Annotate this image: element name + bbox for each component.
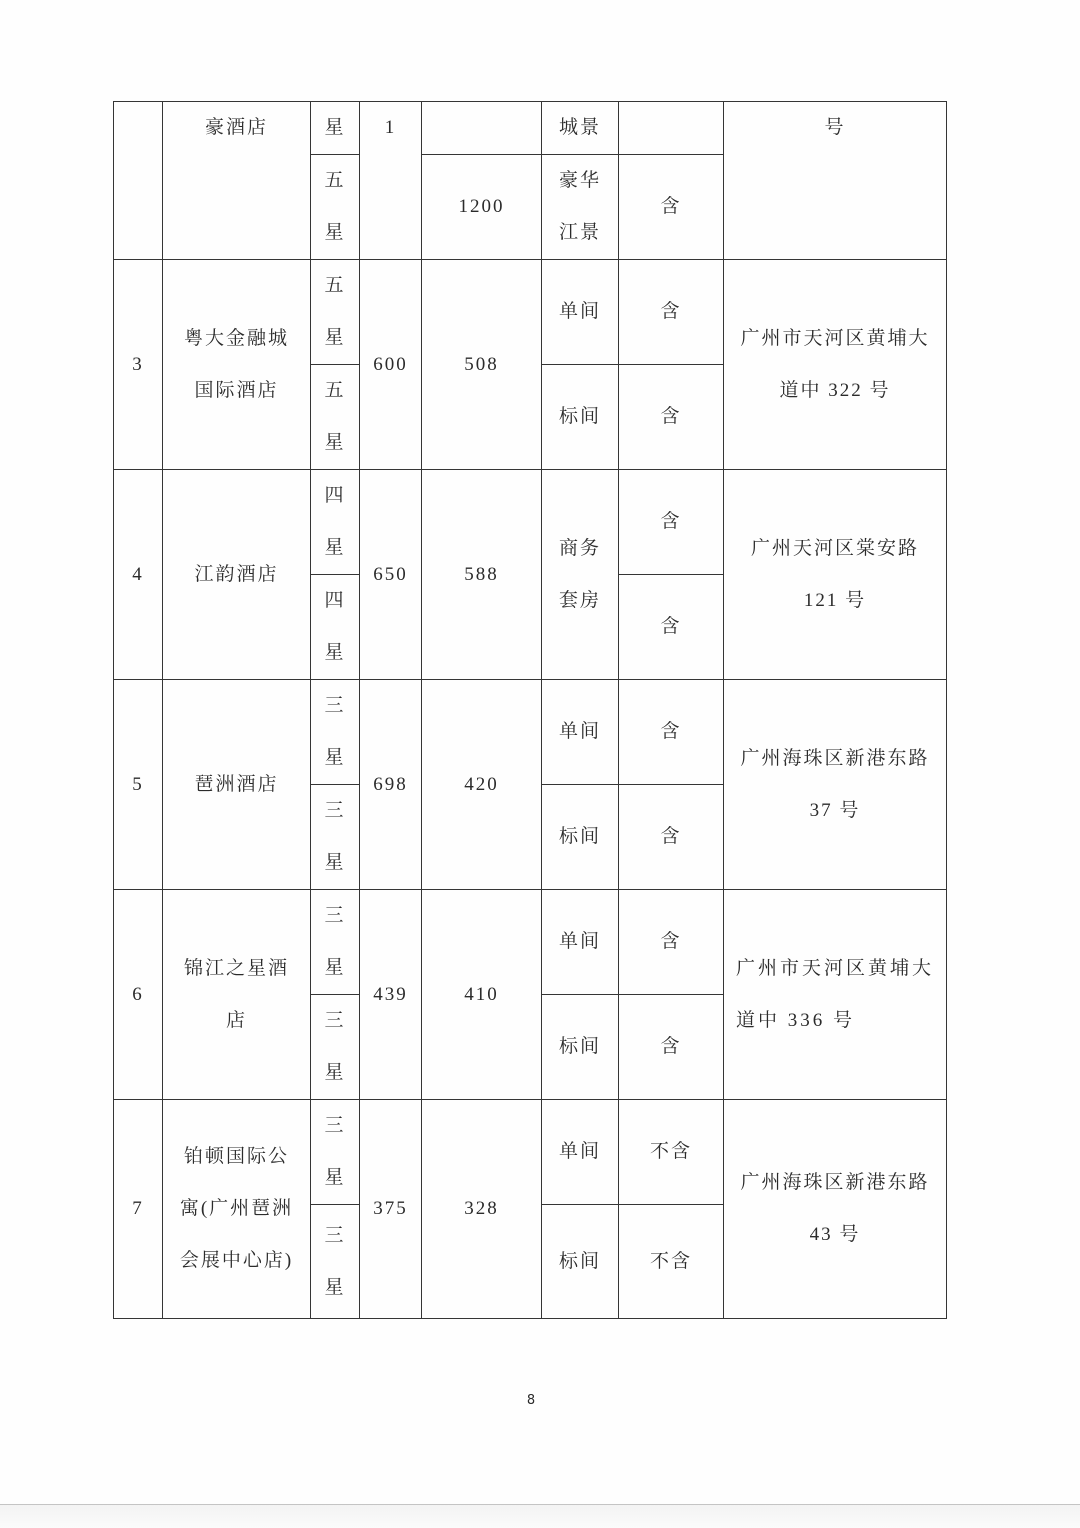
index-cell xyxy=(114,102,163,260)
breakfast-included: 含 xyxy=(660,826,682,847)
row-number: 4 xyxy=(132,563,144,585)
standard-price-cell xyxy=(360,890,422,1100)
room-type-cell xyxy=(542,155,619,260)
breakfast-cell xyxy=(619,1205,724,1319)
row-number: 3 xyxy=(132,353,144,375)
scan-edge-line xyxy=(0,1504,1080,1528)
hotel-name-cell xyxy=(163,680,311,890)
breakfast-included: 含 xyxy=(660,301,682,322)
room-type-cell xyxy=(542,890,619,995)
address-cell xyxy=(724,1100,947,1319)
room-type: 单间 xyxy=(558,721,601,742)
room-type: 标间 xyxy=(558,1250,601,1272)
hotel-name: 江韵酒店 xyxy=(194,563,279,585)
room-type: 城景 xyxy=(558,117,601,138)
room-type-cell xyxy=(542,102,619,155)
hotel-name-cell xyxy=(163,890,311,1100)
index-cell xyxy=(114,260,163,470)
star-rating: 星 xyxy=(324,117,346,138)
standard-price: 600 xyxy=(373,353,408,375)
agreed-price-cell xyxy=(422,890,542,1100)
breakfast-cell xyxy=(619,155,724,260)
address: 广州海珠区新港东路 43 号 xyxy=(740,1172,930,1245)
table-row xyxy=(114,260,947,365)
address: 号 xyxy=(824,117,846,138)
hotel-table xyxy=(113,101,947,1319)
star-rating-cell xyxy=(311,102,360,155)
row-number: 7 xyxy=(132,1198,144,1219)
table-row xyxy=(114,890,947,995)
star-rating-cell xyxy=(311,260,360,365)
table-row xyxy=(114,680,947,785)
room-type: 单间 xyxy=(558,931,601,952)
index-cell xyxy=(114,890,163,1100)
breakfast-included: 含 xyxy=(660,721,682,742)
table-row xyxy=(114,1100,947,1205)
index-cell xyxy=(114,680,163,890)
breakfast-cell xyxy=(619,995,724,1100)
breakfast-cell xyxy=(619,680,724,785)
standard-price-cell xyxy=(360,102,422,260)
room-type-cell xyxy=(542,680,619,785)
room-type: 商务 套房 xyxy=(558,537,601,611)
hotel-name: 锦江之星酒 店 xyxy=(183,957,289,1031)
hotel-name-cell xyxy=(163,260,311,470)
room-type: 标间 xyxy=(558,406,601,427)
index-cell xyxy=(114,470,163,680)
star-rating: 三 星 xyxy=(324,1115,346,1188)
star-rating-cell xyxy=(311,365,360,470)
room-type-cell xyxy=(542,1100,619,1205)
standard-price-cell xyxy=(360,680,422,890)
breakfast-included: 含 xyxy=(660,1036,682,1057)
star-rating: 三 星 xyxy=(324,1010,346,1083)
index-cell xyxy=(114,1100,163,1319)
standard-price: 439 xyxy=(373,983,408,1005)
hotel-name: 琶洲酒店 xyxy=(194,773,279,795)
room-type: 单间 xyxy=(558,301,601,322)
breakfast-cell xyxy=(619,102,724,155)
star-rating-cell xyxy=(311,1205,360,1319)
star-rating: 四 星 xyxy=(324,590,346,663)
star-rating: 四 星 xyxy=(324,485,346,558)
breakfast-included: 含 xyxy=(660,511,682,532)
star-rating-cell xyxy=(311,890,360,995)
agreed-price: 508 xyxy=(464,353,499,375)
hotel-name: 粤大金融城 国际酒店 xyxy=(183,327,289,401)
table-row xyxy=(114,102,947,155)
star-rating-cell xyxy=(311,575,360,680)
row-number: 5 xyxy=(132,773,144,795)
standard-price: 1 xyxy=(384,117,397,138)
star-rating-cell xyxy=(311,155,360,260)
standard-price: 375 xyxy=(373,1198,408,1219)
standard-price-cell xyxy=(360,260,422,470)
standard-price: 698 xyxy=(373,773,408,795)
star-rating: 三 星 xyxy=(324,1224,346,1298)
room-type: 标间 xyxy=(558,1036,601,1057)
agreed-price-cell xyxy=(422,1100,542,1319)
agreed-price-cell xyxy=(422,680,542,890)
breakfast-included: 含 xyxy=(660,196,682,217)
address-cell xyxy=(724,102,947,260)
breakfast-cell xyxy=(619,890,724,995)
agreed-price: 420 xyxy=(464,773,499,795)
breakfast-cell xyxy=(619,365,724,470)
address: 广州海珠区新港东路 37 号 xyxy=(740,747,930,821)
address-cell xyxy=(724,680,947,890)
agreed-price-cell xyxy=(422,155,542,260)
standard-price-cell xyxy=(360,470,422,680)
agreed-price-cell xyxy=(422,102,542,155)
star-rating: 三 星 xyxy=(324,800,346,873)
room-type-cell xyxy=(542,260,619,365)
agreed-price: 410 xyxy=(464,983,499,1005)
breakfast-cell xyxy=(619,575,724,680)
address-cell xyxy=(724,890,947,1100)
hotel-name: 铂顿国际公 寓(广州琶洲 会展中心店) xyxy=(179,1146,294,1271)
breakfast-included: 含 xyxy=(660,406,682,427)
breakfast-cell xyxy=(619,785,724,890)
star-rating: 五 星 xyxy=(324,170,346,243)
room-type: 单间 xyxy=(558,1141,601,1162)
agreed-price: 588 xyxy=(464,563,499,585)
room-type-cell xyxy=(542,365,619,470)
star-rating: 五 星 xyxy=(324,275,346,348)
star-rating-cell xyxy=(311,470,360,575)
hotel-name-cell xyxy=(163,1100,311,1319)
star-rating-cell xyxy=(311,680,360,785)
hotel-name: 豪酒店 xyxy=(204,117,268,138)
room-type-cell xyxy=(542,995,619,1100)
star-rating: 三 星 xyxy=(324,695,346,768)
table-row xyxy=(114,470,947,575)
agreed-price-cell xyxy=(422,260,542,470)
agreed-price-cell xyxy=(422,470,542,680)
breakfast-included: 含 xyxy=(660,616,682,637)
breakfast-included: 不含 xyxy=(649,1141,692,1162)
breakfast-cell xyxy=(619,260,724,365)
address-cell xyxy=(724,260,947,470)
room-type: 标间 xyxy=(558,826,601,847)
address-cell xyxy=(724,470,947,680)
star-rating: 五 星 xyxy=(324,380,346,453)
star-rating-cell xyxy=(311,1100,360,1205)
room-type-cell xyxy=(542,1205,619,1319)
breakfast-cell xyxy=(619,1100,724,1205)
standard-price-cell xyxy=(360,1100,422,1319)
address: 广州市天河区黄埔大 道中 336 号 xyxy=(736,957,935,1031)
room-type-cell xyxy=(542,470,619,680)
room-type-cell xyxy=(542,785,619,890)
address: 广州市天河区黄埔大 道中 322 号 xyxy=(740,327,930,401)
star-rating: 三 星 xyxy=(324,905,346,978)
address: 广州天河区棠安路 121 号 xyxy=(750,537,919,611)
star-rating-cell xyxy=(311,785,360,890)
hotel-name-cell xyxy=(163,470,311,680)
star-rating-cell xyxy=(311,995,360,1100)
room-type: 豪华 江景 xyxy=(558,170,601,243)
agreed-price: 1200 xyxy=(458,196,505,217)
breakfast-cell xyxy=(619,470,724,575)
hotel-name-cell xyxy=(163,102,311,260)
page-number: 8 xyxy=(526,1393,536,1408)
breakfast-included: 不含 xyxy=(649,1250,692,1272)
standard-price: 650 xyxy=(373,563,408,585)
row-number: 6 xyxy=(132,983,144,1005)
agreed-price: 328 xyxy=(464,1198,499,1219)
breakfast-included: 含 xyxy=(660,931,682,952)
